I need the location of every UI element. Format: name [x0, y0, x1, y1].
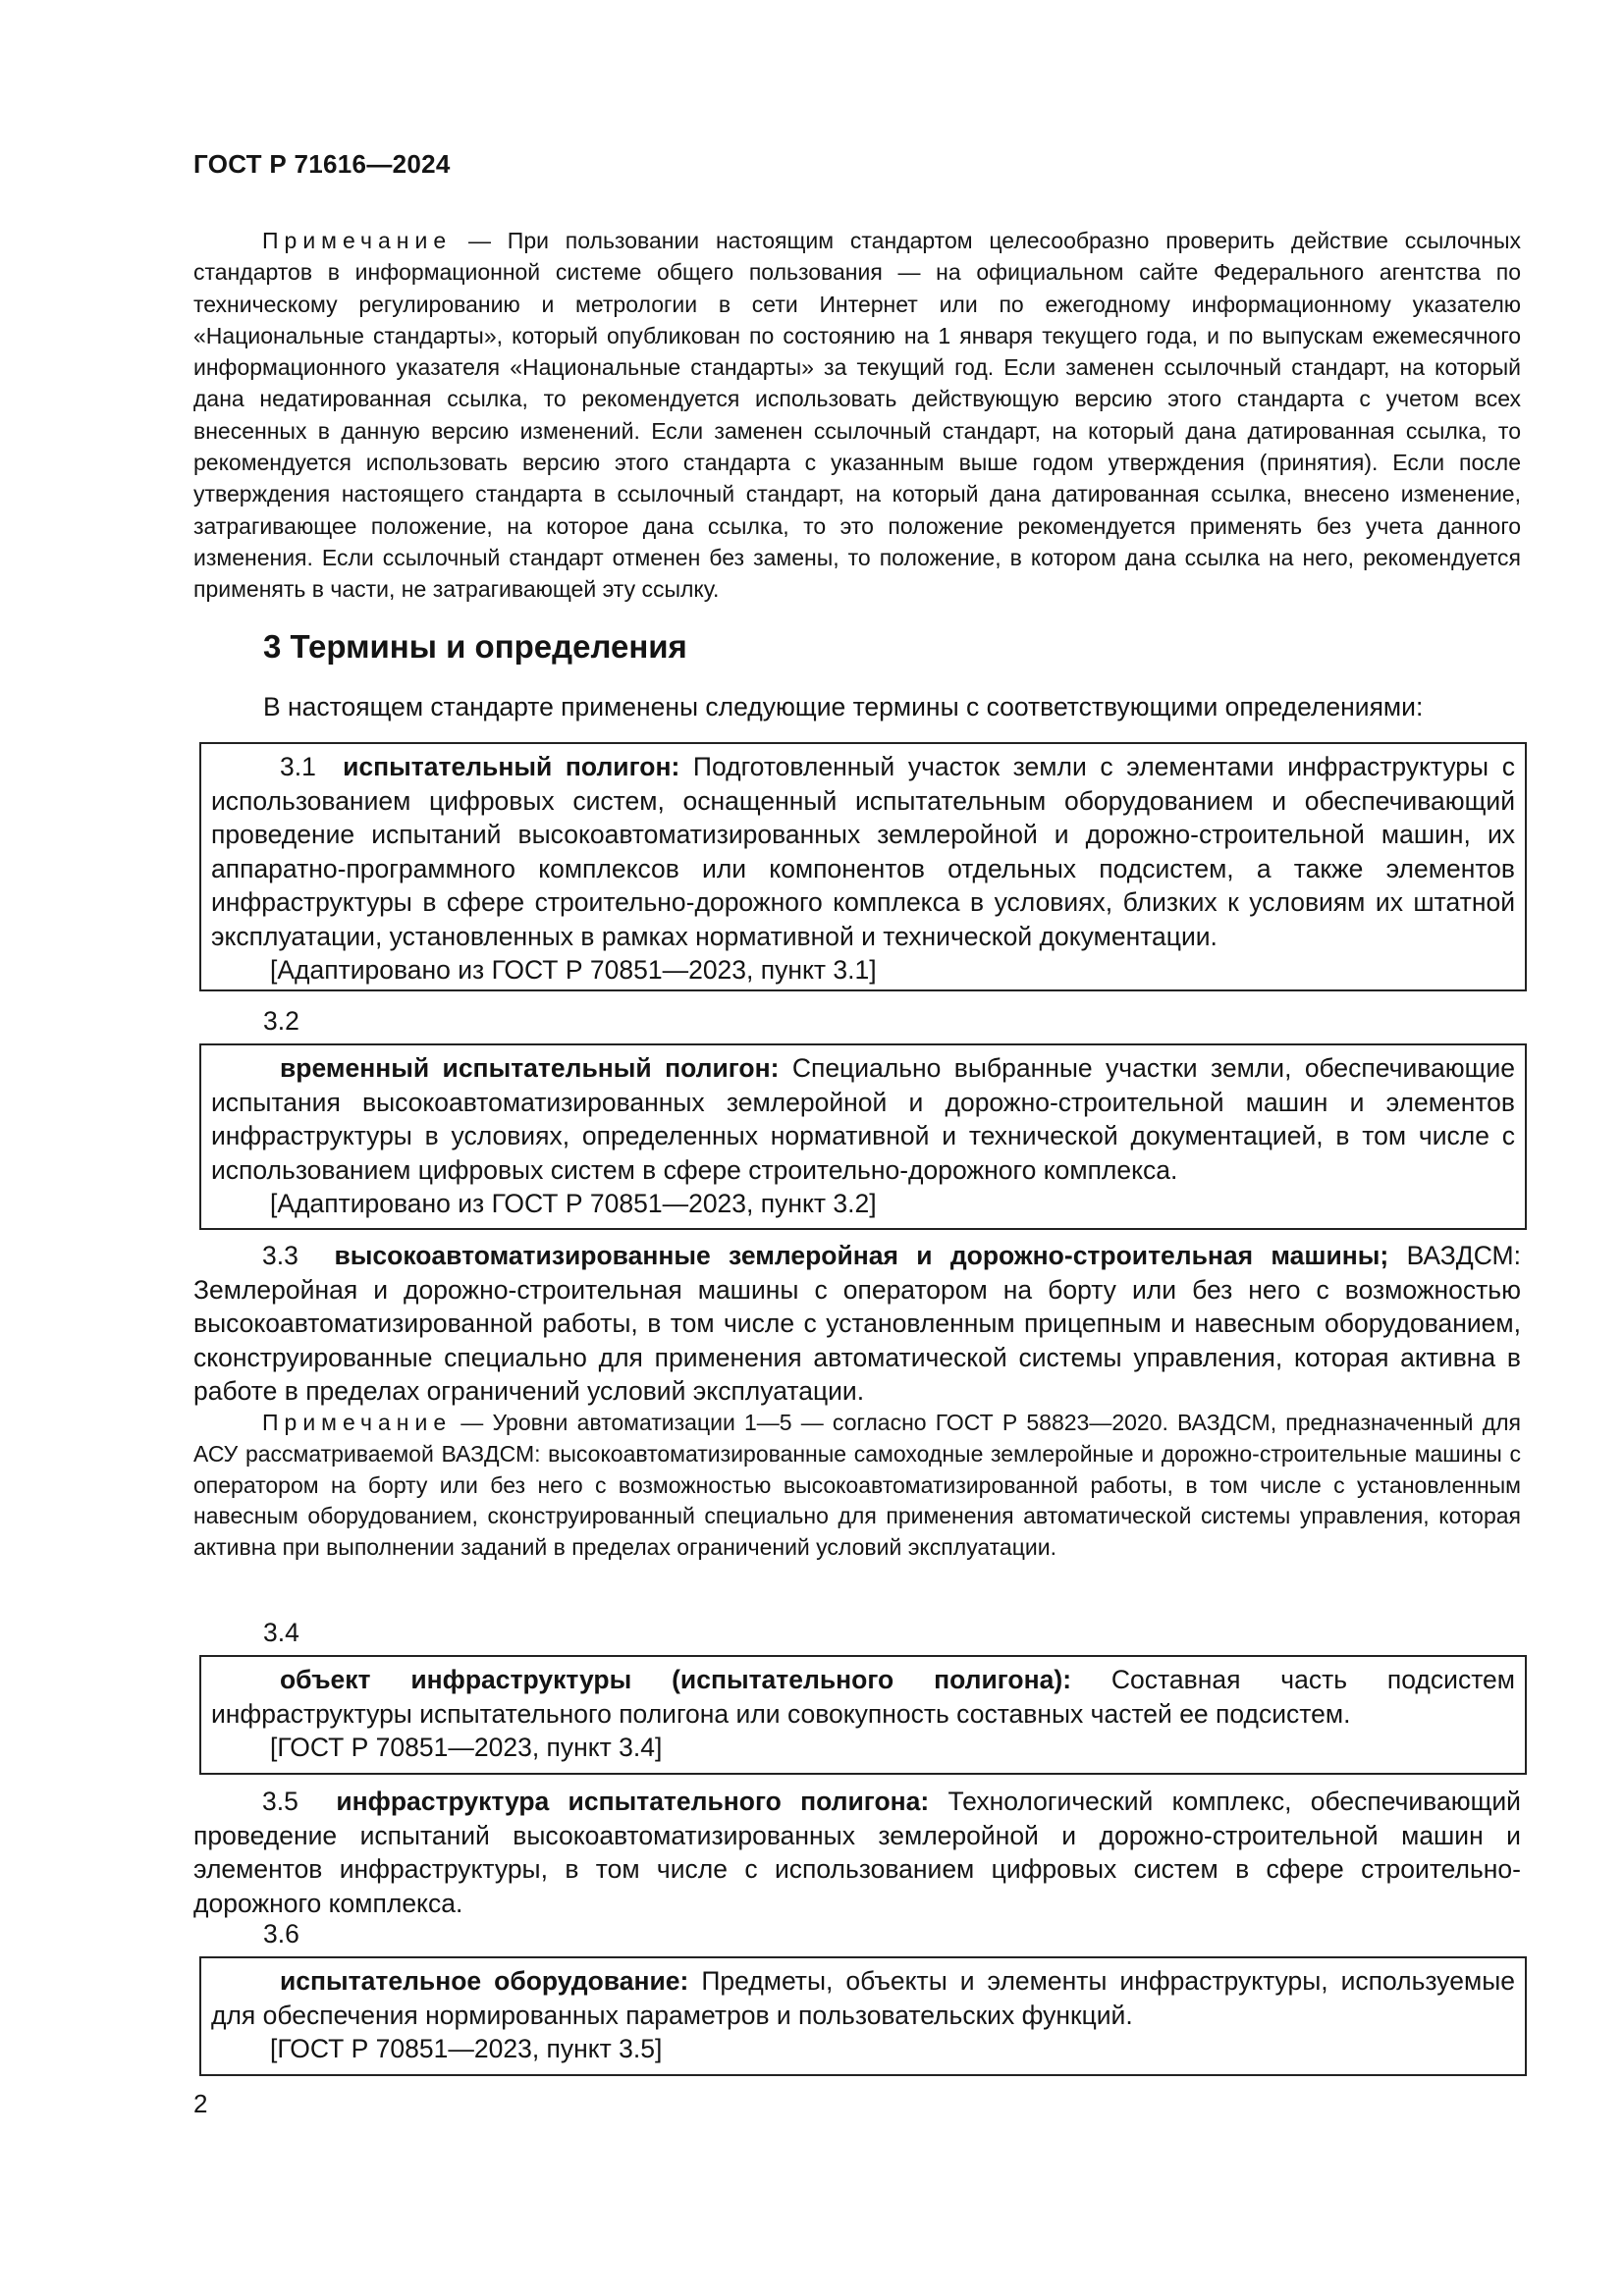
term-name: объект инфраструктуры (испытательного полигона):: [280, 1665, 1072, 1694]
term-3-1-text: [211, 750, 1515, 953]
term-number: 3.3: [262, 1241, 298, 1270]
document-code-header: ГОСТ Р 71616—2024: [193, 149, 451, 179]
term-abbreviation: ВАЗДСМ:: [1388, 1241, 1521, 1270]
term-name: испытательный полигон:: [343, 752, 680, 781]
note-label: Примечание: [262, 228, 453, 253]
term-source: [ГОСТ Р 70851—2023, пункт 3.5]: [270, 2034, 663, 2063]
term-name: высокоавтоматизированные землеройная и дорожно-строительная машины;: [334, 1241, 1389, 1270]
section-intro: В настоящем стандарте применены следующие термины с соответствующими определениями:: [263, 692, 1424, 721]
note-label: Примечание: [262, 1410, 453, 1435]
term-name: инфраструктура испытательного полигона:: [336, 1787, 930, 1816]
term-name: временный испытательный полигон:: [280, 1053, 780, 1083]
term-3-3-text: [193, 1239, 1521, 1409]
term-source: [Адаптировано из ГОСТ Р 70851—2023, пункт 3.1]: [270, 955, 877, 985]
term-number: 3.1: [280, 752, 316, 781]
term-3-4-number: 3.4: [263, 1618, 299, 1647]
term-source: [Адаптировано из ГОСТ Р 70851—2023, пункт 3.2]: [270, 1189, 877, 1218]
term-3-4-text: [211, 1663, 1515, 1731]
note-text: — При пользовании настоящим стандартом целесообразно проверить действие ссылочных стандартов в информационной системе общего пользования — на официальном сайте Федерального агентства по техническому регулированию и метрологии в сети Интернет или по ежегодному информационному указателю «Национальные стандарты», который опубликован по состоянию на 1 января текущего года, и по выпускам ежемесячного информационного указателя «Национальные стандарты» за текущий год. Если заменен ссылочный стандарт, на который дана недатированная ссылка, то рекомендуется использовать действующую версию этого стандарта с учетом всех внесенных в данную версию изменений. Если заменен ссылочный стандарт, на который дана датированная ссылка, то рекомендуется использовать версию этого стандарта с указанным выше годом утверждения (принятия). Если после утверждения настоящего стандарта в ссылочный стандарт, на который дана датированная ссылка, внесено изменение, затрагивающее положение, на которое дана ссылка, то это положение рекомендуется применять без учета данного изменения. Если ссылочный стандарт отменен без замены, то положение, в котором дана ссылка на него, рекомендуется применять в части, не затрагивающей эту ссылку.: [193, 228, 1521, 603]
term-definition: Предметы, объекты и элементы инфраструктуры, используемые для обеспечения нормированных параметров и пользовательских функций.: [211, 1966, 1515, 2030]
term-definition: Землеройная и дорожно-строительная машины с оператором на борту или без него с возможностью высокоавтоматизированной работы, в том числе с установленным прицепным и навесным оборудованием, сконструированные специально для применения автоматической системы управления, которая активна в работе в пределах ограничений условий эксплуатации.: [193, 1274, 1521, 1406]
page-number: 2: [193, 2089, 208, 2118]
term-3-2-box: [199, 1043, 1527, 1230]
term-source: [ГОСТ Р 70851—2023, пункт 3.4]: [270, 1733, 663, 1762]
term-definition: Подготовленный участок земли с элементами инфраструктуры с использованием цифровых систем, оснащенный испытательным оборудованием и обеспечивающий проведение испытаний высокоавтоматизированных землеройной и дорожно-строительной машин, их аппаратно-программного комплексов или компонентов отдельных подсистем, а также элементов инфраструктуры в сфере строительно-дорожного комплекса в условиях, близких к условиям их штатной эксплуатации, установленных в рамках нормативной и технической документации.: [211, 752, 1515, 951]
term-3-6-number: 3.6: [263, 1919, 299, 1949]
term-3-2-text: [211, 1051, 1515, 1187]
term-3-6-text: [211, 1964, 1515, 2032]
section-title: 3 Термины и определения: [263, 628, 687, 665]
reference-note: [193, 225, 1521, 606]
term-definition: Составная часть подсистем инфраструктуры испытательного полигона или совокупность составных частей ее подсистем.: [211, 1665, 1515, 1729]
term-3-4-box: [199, 1655, 1527, 1775]
note-text: — Уровни автоматизации 1—5 — согласно ГОСТ Р 58823—2020. ВАЗДСМ, предназначенный для АСУ рассматриваемой ВАЗДСМ: высокоавтоматизированные самоходные землеройные и дорожно-строительные машины с оператором на борту или без него с возможностью высокоавтоматизированной работы, в том числе с установленным навесным оборудованием, сконструированный специально для применения автоматической системы управления, которая активна при выполнении заданий в пределах ограничений условий эксплуатации.: [193, 1410, 1521, 1561]
term-3-5-text: [193, 1785, 1521, 1920]
term-3-3-note: [193, 1408, 1521, 1564]
term-definition: Специально выбранные участки земли, обеспечивающие испытания высокоавтоматизированных землеройной и дорожно-строительной машин и элементов инфраструктуры в условиях, определенных нормативной и технической документацией, в том числе с использованием цифровых систем в сфере строительно-дорожного комплекса.: [211, 1053, 1515, 1185]
term-3-1-box: [199, 742, 1527, 991]
term-3-6-box: [199, 1956, 1527, 2076]
term-name: испытательное оборудование:: [280, 1966, 689, 1996]
term-number: 3.5: [262, 1787, 298, 1816]
term-definition: Технологический комплекс, обеспечивающий проведение испытаний высокоавтоматизированных землеройной и дорожно-строительной машин и элементов инфраструктуры, в том числе с использованием цифровых систем в сфере строительно-дорожного комплекса.: [193, 1787, 1521, 1918]
term-3-2-number: 3.2: [263, 1006, 299, 1036]
